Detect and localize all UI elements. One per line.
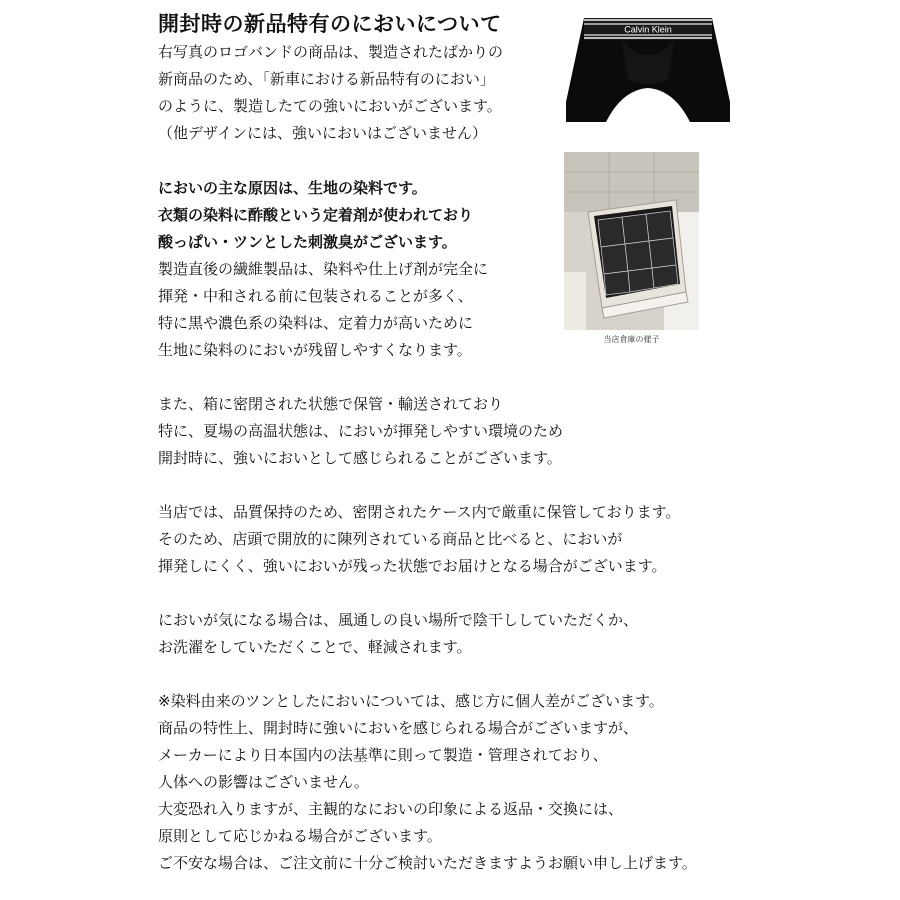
text-line: 揮発・中和される前に包装されることが多く、: [158, 287, 473, 305]
text-line: 揮発しにくく、強いにおいが残った状態でお届けとなる場合がございます。: [158, 557, 667, 575]
text-line: 商品の特性上、開封時に強いにおいを感じられる場合がございますが、: [158, 719, 639, 737]
text-line: 大変恐れ入りますが、主観的なにおいの印象による返品・交換には、: [158, 800, 624, 818]
text-line: 開封時に、強いにおいとして感じられることがございます。: [158, 449, 562, 467]
text-line-bold: 酸っぱい・ツンとした刺激臭がございます。: [158, 233, 457, 251]
text-line-bold: においの主な原因は、生地の染料です。: [158, 179, 427, 197]
text-line: 製造直後の繊維製品は、染料や仕上げ剤が完全に: [158, 260, 489, 278]
text-line: 特に黒や濃色系の染料は、定着力が高いために: [158, 314, 474, 332]
text-line: 原則として応じかねる場合がございます。: [158, 827, 442, 845]
text-line: のように、製造したての強いにおいがございます。: [158, 97, 502, 115]
text-line: 人体への影響はございません。: [158, 773, 369, 791]
text-line: ご不安な場合は、ご注文前に十分ご検討いただきますようお願い申し上げます。: [158, 854, 697, 872]
text-line: また、箱に密閉された状態で保管・輸送されており: [158, 395, 504, 413]
text-line: 当店では、品質保持のため、密閉されたケース内で厳重に保管しております。: [158, 503, 681, 521]
warehouse-drawer-image: [564, 152, 699, 330]
brand-logo-text: Calvin Klein: [624, 24, 672, 35]
text-line: 特に、夏場の高温状態は、においが揮発しやすい環境のため: [158, 422, 564, 440]
text-line-bold: 衣類の染料に酢酸という定着剤が使われており: [158, 206, 474, 224]
text-line: 新商品のため、「新車における新品特有のにおい」: [158, 70, 495, 88]
text-line: ※染料由来のツンとしたにおいについては、感じ方に個人差がございます。: [158, 692, 664, 710]
product-image-boxer-briefs: [562, 10, 734, 125]
text-line: 生地に染料のにおいが残留しやすくなります。: [158, 341, 472, 359]
text-line: 右写真のロゴバンドの商品は、製造されたばかりの: [158, 43, 504, 61]
text-line: においが気になる場合は、風通しの良い場所で陰干ししていただくか、: [158, 611, 639, 629]
text-line: お洗濯をしていただくことで、軽減されます。: [158, 638, 472, 656]
text-line: メーカーにより日本国内の法基準に則って製造・管理されており、: [158, 746, 608, 764]
image-caption: 当店倉庫の様子: [603, 335, 660, 344]
text-line: （他デザインには、強いにおいはございません）: [158, 124, 487, 142]
page-title: 開封時の新品特有のにおいについて: [158, 12, 502, 36]
text-line: そのため、店頭で開放的に陳列されている商品と比べると、においが: [158, 530, 623, 548]
